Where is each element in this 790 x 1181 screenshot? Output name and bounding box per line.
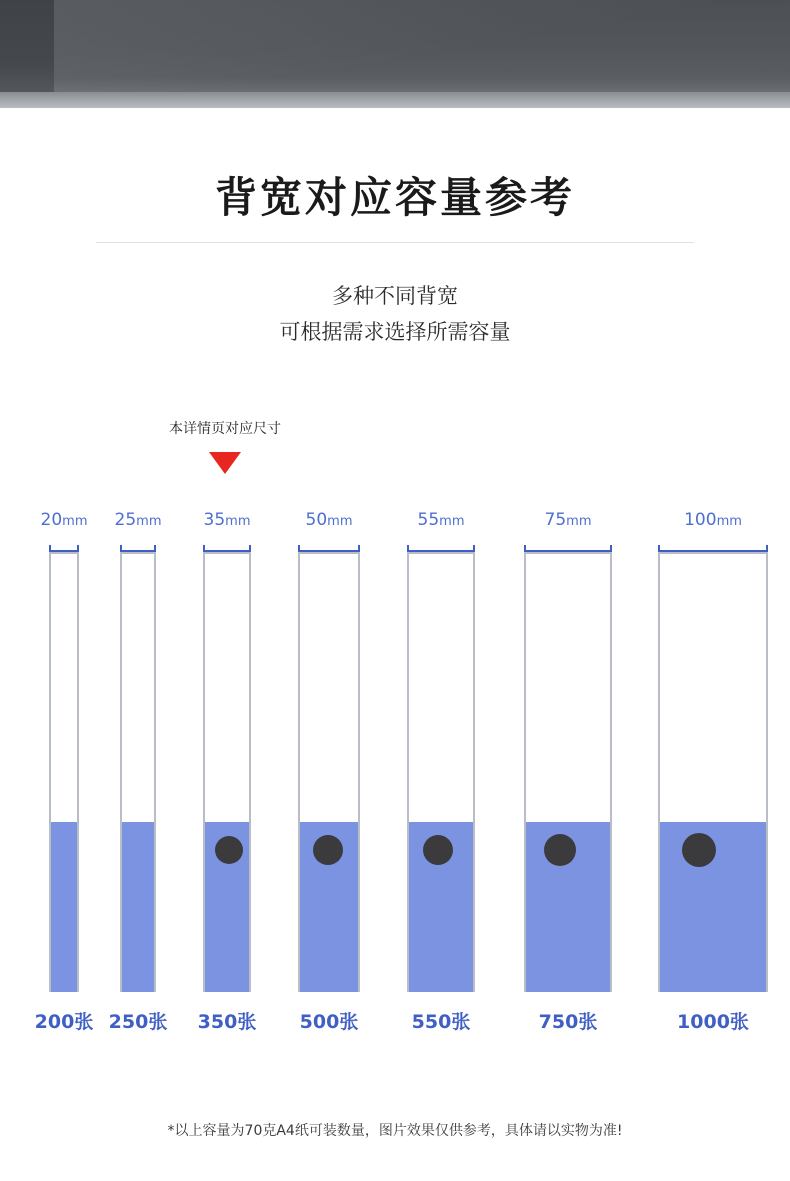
folder-body [298, 552, 360, 992]
product-photo-strip [0, 0, 790, 108]
subtitle-line-1: 多种不同背宽 [332, 284, 458, 308]
ring-hole-icon [682, 833, 716, 867]
spine-width-label: 25mm [114, 510, 162, 530]
page-title: 背宽对应容量参考 [214, 173, 575, 222]
capacity-label: 550张 [411, 1011, 471, 1033]
current-size-note: 本详情页对应尺寸 [169, 421, 281, 437]
capacity-fill [122, 822, 154, 992]
folder-body [524, 552, 612, 992]
subtitle-line-2: 可根据需求选择所需容量 [279, 320, 511, 344]
ring-hole-icon [313, 835, 343, 865]
capacity-label: 200张 [34, 1011, 94, 1033]
title-divider [96, 242, 694, 243]
spine-width-label: 75mm [544, 510, 592, 530]
folder-body [407, 552, 475, 992]
capacity-fill [51, 822, 77, 992]
ring-hole-icon [544, 834, 576, 866]
ring-hole-icon [215, 836, 243, 864]
spine-width-label: 50mm [305, 510, 353, 530]
capacity-label: 500张 [299, 1011, 359, 1033]
spine-width-label: 20mm [40, 510, 88, 530]
folder-body [658, 552, 768, 992]
photo-bottom-band [0, 92, 790, 108]
down-arrow-icon [209, 452, 241, 474]
spine-width-label: 35mm [203, 510, 251, 530]
photo-highlight [54, 0, 790, 92]
capacity-label: 1000张 [677, 1011, 749, 1033]
footnote-text: *以上容量为70克A4纸可装数量，图片效果仅供参考，具体请以实物为准! [167, 1123, 623, 1139]
capacity-label: 350张 [197, 1011, 257, 1033]
spine-width-label: 100mm [684, 510, 742, 530]
folder-body [203, 552, 251, 992]
folder-body [49, 552, 79, 992]
capacity-label: 250张 [108, 1011, 168, 1033]
ring-hole-icon [423, 835, 453, 865]
capacity-label: 750张 [538, 1011, 598, 1033]
page-subtitle [0, 278, 790, 350]
folder-body [120, 552, 156, 992]
spine-width-label: 55mm [417, 510, 465, 530]
capacity-chart [0, 490, 790, 1050]
